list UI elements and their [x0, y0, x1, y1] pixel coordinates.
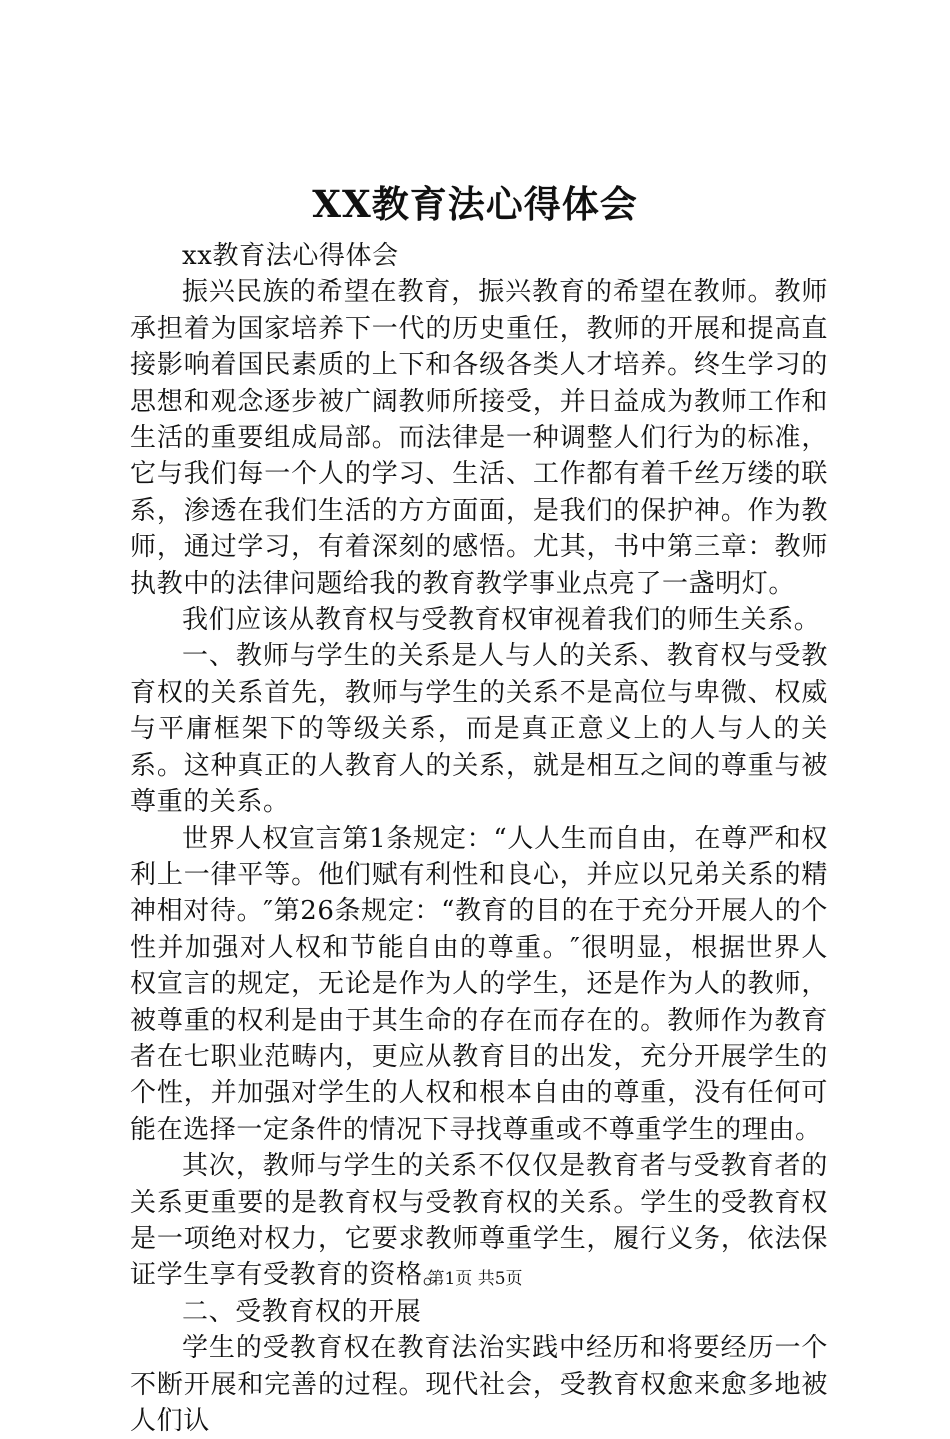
paragraph-secondly: 其次，教师与学生的关系不仅仅是教育者与受教育者的关系更重要的是教育权与受教育权的关系。学生的受教育权是一项绝对权力，它要求教师尊重学生，履行义务，依法保证学生享有受教育的资格。	[130, 1151, 828, 1291]
paragraph-perspective: 我们应该从教育权与受教育权审视着我们的师生关系。	[182, 605, 821, 636]
page-number-footer: 第1页 共5页	[427, 1269, 523, 1289]
paragraph-section-one: 一、教师与学生的关系是人与人的关系、教育权与受教育权的关系首先，教师与学生的关系不是高位与卑微、权威与平庸框架下的等级关系，而是真正意义上的人与人的关系。这种真正的人教育人的关系，就是相互之间的尊重与被尊重的关系。	[130, 641, 828, 818]
document-title: XX教育法心得体会	[312, 182, 638, 226]
paragraph-subtitle: xx教育法心得体会	[182, 241, 399, 271]
paragraph-intro: 振兴民族的希望在教育，振兴教育的希望在教师。教师承担着为国家培养下一代的历史重任，教师的开展和提高直接影响着国民素质的上下和各级各类人才培养。终生学习的思想和观念逐步被广阔教师所接受，并日益成为教师工作和生活的重要组成局部。而法律是一种调整人们行为的标准，它与我们每一个人的学习、生活、工作都有着千丝万缕的联系，渗透在我们生活的方方面面，是我们的保护神。作为教师，通过学习，有着深刻的感悟。尤其，书中第三章：教师执教中的法律问题给我的教育教学事业点亮了一盏明灯。	[130, 277, 828, 599]
paragraph-section-two-body: 学生的受教育权在教育法治实践中经历和将要经历一个不断开展和完善的过程。现代社会，受教育权愈来愈多地被人们认	[130, 1333, 828, 1436]
paragraph-section-two-heading: 二、受教育权的开展	[182, 1296, 422, 1327]
paragraph-human-rights: 世界人权宣言第1条规定：“人人生而自由，在尊严和权利上一律平等。他们赋有利性和良心，并应以兄弟关系的精神相对待。″第26条规定：“教育的目的在于充分开展人的个性并加强对人权和节能自由的尊重。″很明显，根据世界人权宣言的规定，无论是作为人的学生，还是作为人的教师，被尊重的权利是由于其生命的存在而存在的。教师作为教育者在七职业范畴内，更应从教育目的出发，充分开展学生的个性，并加强对学生的人权和根本自由的尊重，没有任何可能在选择一定条件的情况下寻找尊重或不尊重学生的理由。	[130, 823, 828, 1145]
document-body	[130, 238, 828, 1439]
